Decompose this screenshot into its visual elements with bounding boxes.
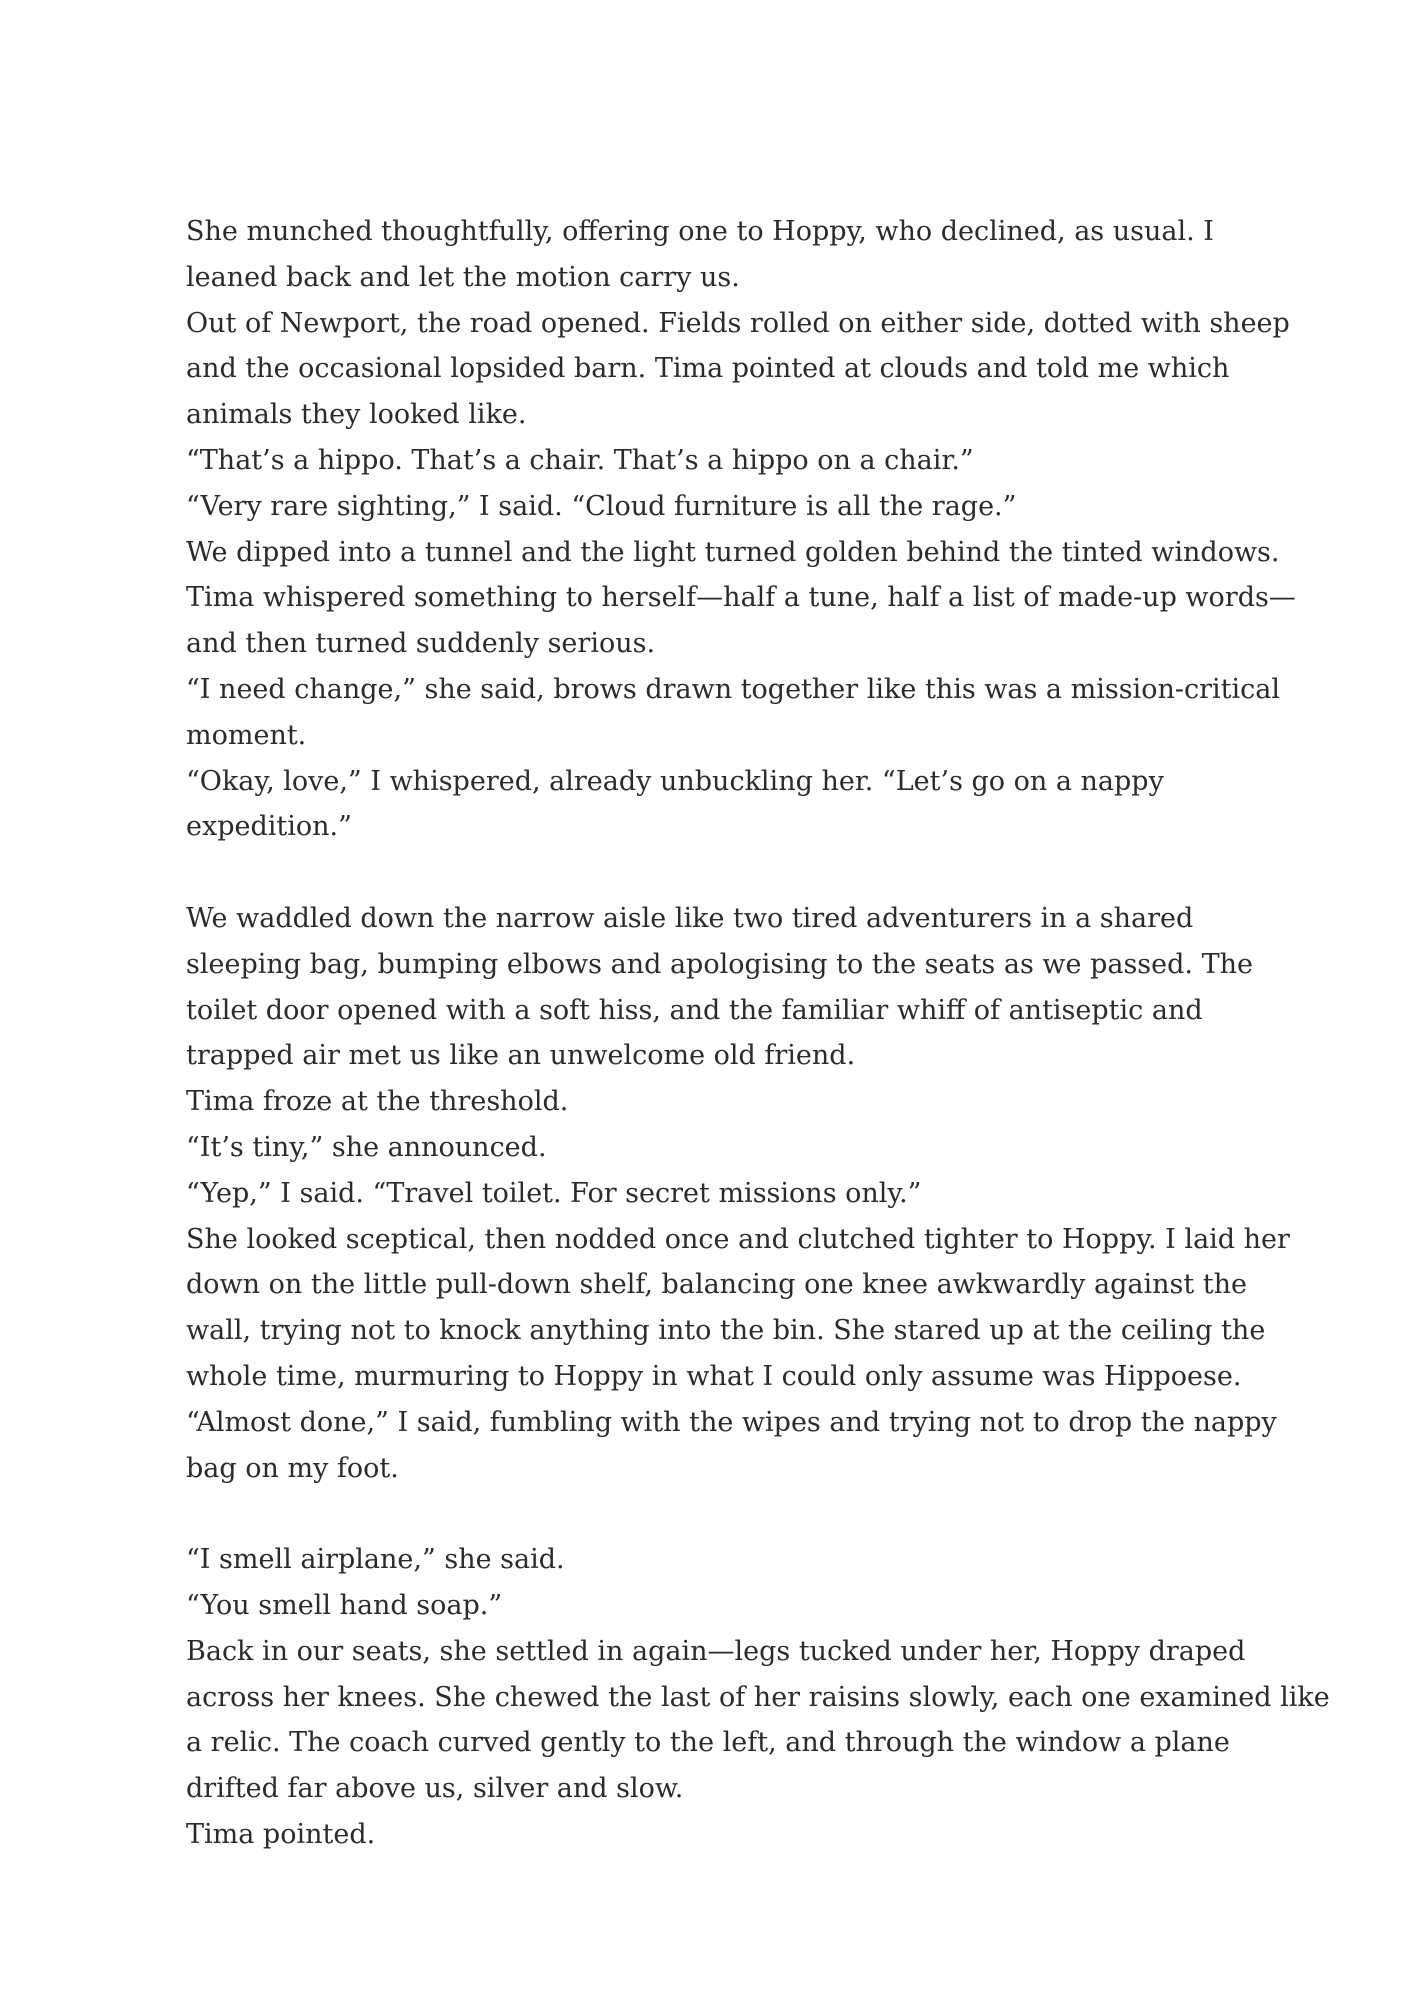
paragraph-gap <box>186 1491 1236 1537</box>
text-line: and the occasional lopsided barn. Tima pointed at clouds and told me which <box>186 353 1230 385</box>
text-line: down on the little pull-down shelf, balancing one knee awkwardly against the <box>186 1269 1248 1301</box>
paragraph <box>186 1537 1236 1583</box>
text-line: We waddled down the narrow aisle like two tired adventurers in a shared <box>186 902 1194 934</box>
text-line: moment. <box>186 719 307 751</box>
text-line: “That’s a hippo. That’s a chair. That’s a hippo on a chair.” <box>186 444 974 476</box>
paragraph <box>186 667 1280 759</box>
paragraph <box>186 1400 1277 1492</box>
paragraph <box>186 530 1296 667</box>
text-line: “Very rare sighting,” I said. “Cloud furniture is all the rage.” <box>186 490 1017 522</box>
text-line: Tima whispered something to herself—half a tune, half a list of made-up words— <box>186 582 1296 614</box>
text-line: Back in our seats, she settled in again—legs tucked under her, Hoppy draped <box>186 1635 1246 1667</box>
paragraph <box>186 1629 1330 1812</box>
paragraph <box>186 1217 1290 1400</box>
text-line: “It’s tiny,” she announced. <box>186 1131 547 1163</box>
text-line: expedition.” <box>186 811 352 843</box>
paragraph <box>186 1583 1236 1629</box>
text-line: Tima froze at the threshold. <box>186 1086 569 1118</box>
paragraph <box>186 1125 1236 1171</box>
text-line: We dipped into a tunnel and the light turned golden behind the tinted windows. <box>186 536 1280 568</box>
text-line: wall, trying not to knock anything into the bin. She stared up at the ceiling the <box>186 1315 1266 1347</box>
text-line: “Okay, love,” I whispered, already unbuckling her. “Let’s go on a nappy <box>186 765 1164 797</box>
text-line: drifted far above us, silver and slow. <box>186 1773 684 1805</box>
text-line: trapped air met us like an unwelcome old friend. <box>186 1040 856 1072</box>
paragraph <box>186 484 1236 530</box>
paragraph <box>186 1079 1236 1125</box>
body-text <box>186 209 1330 1858</box>
text-line: leaned back and let the motion carry us. <box>186 261 740 293</box>
paragraph <box>186 438 1236 484</box>
text-line: “I need change,” she said, brows drawn together like this was a mission-critical <box>186 673 1280 705</box>
text-line: sleeping bag, bumping elbows and apologising to the seats as we passed. The <box>186 948 1253 980</box>
text-line: Out of Newport, the road opened. Fields rolled on either side, dotted with sheep <box>186 307 1290 339</box>
paragraph-gap <box>186 850 1236 896</box>
text-line: Tima pointed. <box>186 1818 376 1850</box>
text-line: toilet door opened with a soft hiss, and the familiar whiff of antiseptic and <box>186 994 1203 1026</box>
paragraph <box>186 301 1290 438</box>
paragraph <box>186 759 1236 851</box>
text-line: bag on my foot. <box>186 1452 399 1484</box>
text-line: and then turned suddenly serious. <box>186 628 656 660</box>
text-line: “You smell hand soap.” <box>186 1589 503 1621</box>
text-line: a relic. The coach curved gently to the left, and through the window a plane <box>186 1727 1230 1759</box>
text-line: “Yep,” I said. “Travel toilet. For secret missions only.” <box>186 1177 922 1209</box>
text-line: across her knees. She chewed the last of her raisins slowly, each one examined like <box>186 1681 1330 1713</box>
paragraph <box>186 1812 1236 1858</box>
text-line: whole time, murmuring to Hoppy in what I could only assume was Hippoese. <box>186 1360 1242 1392</box>
text-line: “I smell airplane,” she said. <box>186 1544 565 1576</box>
paragraph <box>186 896 1253 1079</box>
paragraph <box>186 1171 1236 1217</box>
paragraph <box>186 209 1236 301</box>
text-line: “Almost done,” I said, fumbling with the wipes and trying not to drop the nappy <box>186 1406 1277 1438</box>
text-line: She munched thoughtfully, offering one to Hoppy, who declined, as usual. I <box>186 216 1214 247</box>
text-line: animals they looked like. <box>186 399 527 431</box>
text-line: She looked sceptical, then nodded once and clutched tighter to Hoppy. I laid her <box>186 1223 1290 1255</box>
